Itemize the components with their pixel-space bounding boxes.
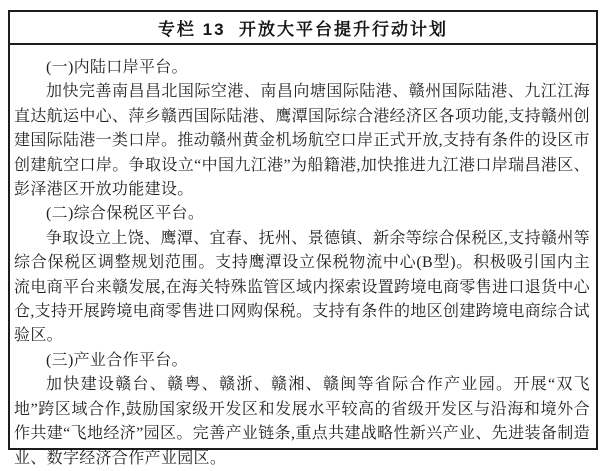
section-heading: (一)内陆口岸平台。: [46, 59, 188, 76]
column-box: [8, 10, 598, 467]
section-paragraph: 加快完善南昌昌北国际空港、南昌向塘国际陆港、赣州国际陆港、九江江海直达航运中心、萍乡赣西国际陆港、鹰潭国际综合港经济区各项功能,支持赣州创建国际陆港一类口岸。推动赣州黄金机场航空口岸正式开放,支持有条件的设区市创建航空口岸。争取设立“中国九江港”为船籍港,加快推进九江港口岸瑞昌港区、彭泽港区开放功能建设。: [14, 83, 590, 199]
section-paragraph: 争取设立上饶、鹰潭、宜春、抚州、景德镇、新余等综合保税区,支持赣州等综合保税区调整规划范围。支持鹰潭设立保税物流中心(B型)。积极吸引国内主流电商平台来赣发展,在海关特殊监管区域内探索设置跨境电商零售进口退货中心仓,支持开展跨境电商零售进口网购保税。支持有条件的地区创建跨境电商综合试验区。: [14, 229, 590, 345]
section-heading: (三)产业合作平台。: [46, 351, 188, 369]
column-title: 专栏 13 开放大平台提升行动计划: [157, 20, 449, 39]
section-paragraph: 加快建设赣台、赣粤、赣浙、赣湘、赣闽等省际合作产业园。开展“双飞地”跨区域合作,鼓励国家级开发区和发展水平较高的省级开发区与沿海和境外合作共建“飞地经济”园区。完善产业链条,重点共建战略性新兴产业、先进装备制造业、数字经济合作产业园区。: [14, 376, 590, 467]
column-title-bar: [10, 12, 596, 45]
column-body: [10, 45, 596, 471]
section-heading: (二)综合保税区平台。: [46, 205, 205, 223]
